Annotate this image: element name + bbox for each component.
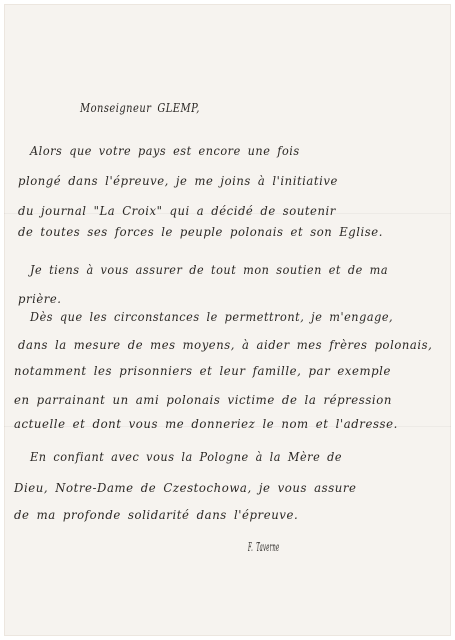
- signature: F. Taverne: [248, 539, 280, 554]
- letter-line: notamment les prisonniers et leur famille, par exemple: [14, 363, 391, 378]
- letter-line: dans la mesure de mes moyens, à aider mes frères polonais,: [18, 337, 433, 352]
- letter-line: du journal "La Croix" qui a décidé de soutenir: [18, 203, 336, 218]
- letter-line: Dès que les circonstances le permettront, je m'engage,: [30, 309, 394, 324]
- letter-line: en parrainant un ami polonais victime de la répression: [14, 392, 392, 407]
- letter-line: plongé dans l'épreuve, je me joins à l'initiative: [18, 173, 338, 188]
- letter-line: de toutes ses forces le peuple polonais et son Eglise.: [18, 224, 383, 239]
- letter-line: prière.: [18, 291, 62, 306]
- letter-line: En confiant avec vous la Pologne à la Mère de: [30, 449, 343, 464]
- letter-line: actuelle et dont vous me donneriez le nom et l'adresse.: [14, 416, 398, 431]
- letter-line: Dieu, Notre-Dame de Czestochowa, je vous assure: [14, 480, 357, 495]
- letter-line: de ma profonde solidarité dans l'épreuve.: [14, 507, 299, 522]
- letter-line: Alors que votre pays est encore une fois: [30, 143, 300, 158]
- salutation: Monseigneur GLEMP,: [80, 100, 200, 115]
- letter-line: Je tiens à vous assurer de tout mon soutien et de ma: [30, 262, 389, 277]
